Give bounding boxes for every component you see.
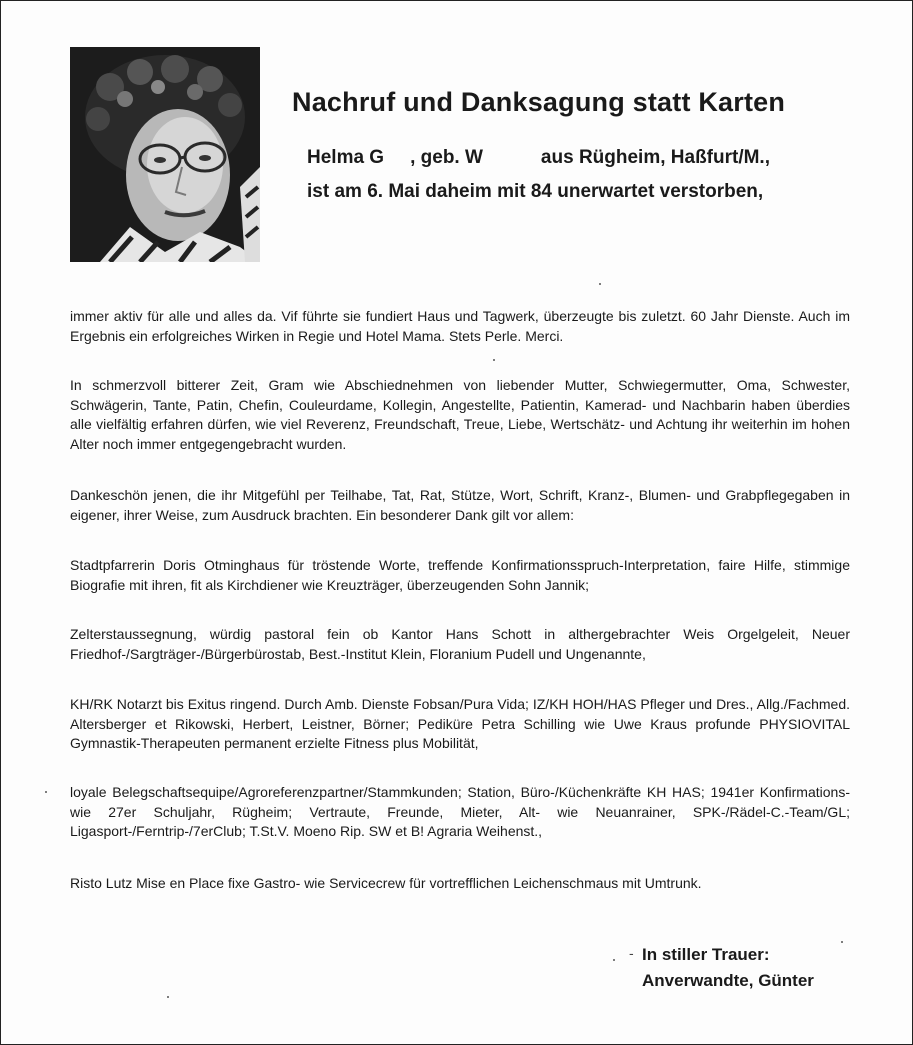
name-part-3: aus Rügheim, Haßfurt/M.,: [540, 147, 770, 168]
notice-title: Nachruf und Danksagung statt Karten: [292, 87, 786, 117]
name-part-1: Helma G: [307, 147, 385, 168]
portrait-image: [70, 47, 260, 262]
scan-speck: [493, 359, 495, 361]
paragraph-6: KH/RK Notarzt bis Exitus ringend. Durch Amb. Dienste Fobsan/Pura Vida; IZ/KH HOH/HAS Pfleger und Dres., Allg./Fachmed. Altersberger et Rikowski, Herbert, Leistner, Börner; Pediküre Petra Schilling wie Uwe Kraus profunde PHYSIOVITAL Gymnastik-Therapeuten permanent erzielte Fitness plus Mobilität,: [70, 696, 850, 751]
name-part-2: , geb. W: [410, 147, 483, 168]
paragraph-1: immer aktiv für alle und alles da. Vif führte sie fundiert Haus und Tagwerk, überzeugte bis zuletzt. 60 Jahr Dienste. Auch im Ergebnis ein erfolgreiches Wirken in Regie und Hotel Mama. Stets Perle. Merci.: [70, 308, 850, 344]
paragraph-5: Zelterstaussegnung, würdig pastoral fein ob Kantor Hans Schott in althergebrachter Weis Orgelgeleit, Neuer Friedhof-/Sargträger-/Bürgerbürostab, Best.-Institut Klein, Floranium Pudell und Ungenannte,: [70, 626, 850, 662]
scan-speck: [841, 941, 843, 943]
scan-speck: [613, 959, 615, 961]
paragraph-4: Stadtpfarrerin Doris Otminghaus für tröstende Worte, treffende Konfirmationsspruch-Interpretation, faire Hilfe, stimmige Biografie mit ihren, fit als Kirchdiener wie Kreuzträger, überzeugenden Sohn Jannik;: [70, 557, 850, 593]
deceased-name-line: [307, 147, 770, 169]
closing-signature: Anverwandte, Günter: [642, 971, 814, 990]
paragraph-3: Dankeschön jenen, die ihr Mitgefühl per Teilhabe, Tat, Rat, Stütze, Wort, Schrift, Kranz-, Blumen- und Grabpflegegaben in eigener, ihrer Weise, zum Ausdruck brachten. Ein besonderer Dank gilt vor allem:: [70, 487, 850, 523]
scan-speck: [599, 283, 601, 285]
portrait-photo: [70, 47, 260, 262]
closing-line-1: In stiller Trauer:: [642, 945, 770, 964]
paragraph-8: Risto Lutz Mise en Place fixe Gastro- wie Servicecrew für vortrefflichen Leichenschmaus mit Umtrunk.: [70, 875, 702, 891]
scan-mark: ‑: [629, 945, 634, 961]
paragraph-7: loyale Belegschaftsequipe/Agroreferenzpartner/Stammkunden; Station, Büro-/Küchenkräfte KH HAS; 1941er Konfirmations- wie 27er Schuljahr, Rügheim; Vertraute, Freunde, Mieter, Alt- wie Neuanrainer, SPK-/Rädel-C.-Team/GL; Ligasport-/Ferntrip-/7erClub; T.St.V. Moeno Rip. SW et B! Agraria Weihenst.,: [70, 784, 850, 839]
paragraph-2: In schmerzvoll bitterer Zeit, Gram wie Abschiednehmen von liebender Mutter, Schwiegermutter, Oma, Schwester, Schwägerin, Tante, Patin, Chefin, Couleurdame, Kollegin, Angestellte, Patientin, Kamerad- und Nachbarin haben überdies alle vielfältig erfahren dürfen, wie viel Reverenz, Freundschaft, Treue, Liebe, Wertschätz- und Achtung ihr weiterhin im hohen Alter noch immer entgegengebracht wurden.: [70, 377, 850, 452]
scan-speck: [45, 791, 47, 793]
scan-speck: [167, 996, 169, 998]
death-notice-line: ist am 6. Mai daheim mit 84 unerwartet verstorben,: [307, 181, 764, 202]
